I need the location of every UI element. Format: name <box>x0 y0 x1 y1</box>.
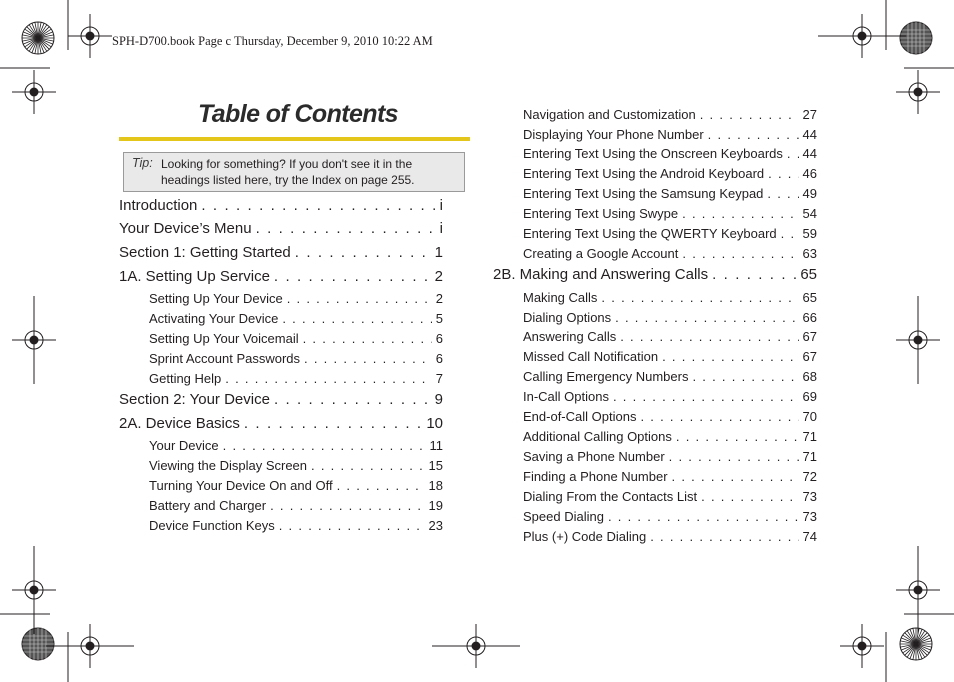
toc-entry[interactable] <box>523 409 817 424</box>
tip-text: Looking for something? If you don't see it in the headings listed here, try the Index on page 255. <box>161 157 415 187</box>
toc-entry[interactable] <box>523 429 817 444</box>
toc-entry-label: Setting Up Your Voicemail <box>149 331 299 346</box>
toc-entry-page: 65 <box>800 266 817 283</box>
toc-entry-2b[interactable] <box>493 266 817 283</box>
toc-entry[interactable] <box>523 206 817 221</box>
toc-entry-label: 2A. Device Basics <box>119 415 240 432</box>
toc-entry-device-menu[interactable] <box>119 220 443 237</box>
toc-entry-page: 70 <box>802 409 817 424</box>
toc-entry-page: 73 <box>802 509 817 524</box>
toc-entry-page: 27 <box>802 107 817 122</box>
toc-entry-introduction[interactable] <box>119 197 443 214</box>
toc-entry[interactable] <box>149 498 443 513</box>
toc-entry-page: 69 <box>802 389 817 404</box>
toc-entry-page: 71 <box>802 449 817 464</box>
toc-entry-page: 74 <box>802 529 817 544</box>
dot-leader <box>700 107 799 122</box>
toc-entry-page: 7 <box>435 371 443 386</box>
toc-entry-page: 5 <box>435 311 443 326</box>
toc-entry-label: Entering Text Using Swype <box>523 206 679 221</box>
toc-entry-label: Introduction <box>119 197 198 214</box>
toc-entry-label: Your Device’s Menu <box>119 220 252 237</box>
toc-entry[interactable] <box>523 186 817 201</box>
dot-leader <box>303 331 432 346</box>
dot-leader <box>701 489 798 504</box>
dot-leader <box>781 226 799 241</box>
toc-entry[interactable] <box>523 329 817 344</box>
toc-entry-label: Getting Help <box>149 371 222 386</box>
dot-leader <box>676 429 799 444</box>
toc-entry-page: 2 <box>435 291 443 306</box>
toc-entry[interactable] <box>149 438 443 453</box>
toc-entry[interactable] <box>523 146 817 161</box>
toc-entry[interactable] <box>523 469 817 484</box>
dot-leader <box>287 291 432 306</box>
toc-entry[interactable] <box>523 349 817 364</box>
dot-leader <box>295 244 431 261</box>
dot-leader <box>613 389 799 404</box>
toc-entry[interactable] <box>523 127 817 142</box>
dot-leader <box>662 349 798 364</box>
toc-entry-section-2[interactable] <box>119 391 443 408</box>
toc-entry-label: Sprint Account Passwords <box>149 351 301 366</box>
toc-entry[interactable] <box>149 331 443 346</box>
toc-entry-page: 67 <box>802 329 817 344</box>
dot-leader <box>672 469 799 484</box>
toc-entry-page: 44 <box>802 146 817 161</box>
toc-entry-page: 6 <box>435 331 443 346</box>
toc-entry-label: Viewing the Display Screen <box>149 458 308 473</box>
toc-entry-page: 2 <box>434 268 443 285</box>
toc-entry-label: 2B. Making and Answering Calls <box>493 266 709 283</box>
toc-entry[interactable] <box>523 310 817 325</box>
dot-leader <box>608 509 799 524</box>
toc-entry-page: 10 <box>426 415 443 432</box>
toc-entry-page: 71 <box>802 429 817 444</box>
toc-entry-page: 6 <box>435 351 443 366</box>
dot-leader <box>712 266 796 283</box>
toc-entry[interactable] <box>523 529 817 544</box>
toc-entry[interactable] <box>523 369 817 384</box>
dot-leader <box>787 146 799 161</box>
dot-leader <box>304 351 432 366</box>
toc-entry-page: 23 <box>428 518 443 533</box>
toc-entry[interactable] <box>523 509 817 524</box>
toc-entry[interactable] <box>523 290 817 305</box>
toc-entry-label: Calling Emergency Numbers <box>523 369 689 384</box>
toc-entry-label: Dialing Options <box>523 310 612 325</box>
toc-entry-page: 66 <box>802 310 817 325</box>
toc-entry-label: Speed Dialing <box>523 509 604 524</box>
toc-entry-label: 1A. Setting Up Service <box>119 268 270 285</box>
toc-entry-section-1[interactable] <box>119 244 443 261</box>
toc-entry-page: 11 <box>429 438 443 453</box>
toc-entry-label: Entering Text Using the QWERTY Keyboard <box>523 226 777 241</box>
toc-entry[interactable] <box>149 291 443 306</box>
dot-leader <box>669 449 799 464</box>
toc-entry-page: 68 <box>802 369 817 384</box>
book-page-info: SPH-D700.book Page c Thursday, December 9, 2010 10:22 AM <box>112 34 433 48</box>
toc-entry[interactable] <box>149 458 443 473</box>
toc-entry-label: Entering Text Using the Android Keyboard <box>523 166 765 181</box>
toc-entry-label: Battery and Charger <box>149 498 267 513</box>
page-title: Table of Contents <box>198 100 398 128</box>
toc-entry-page: i <box>439 220 443 237</box>
toc-entry[interactable] <box>149 351 443 366</box>
dot-leader <box>682 246 798 261</box>
tip-box <box>123 152 465 192</box>
toc-entry-label: Navigation and Customization <box>523 107 696 122</box>
toc-entry-label: Plus (+) Code Dialing <box>523 529 647 544</box>
toc-entry-label: Activating Your Device <box>149 311 279 326</box>
toc-entry-page: i <box>439 197 443 214</box>
dot-leader <box>274 268 431 285</box>
toc-entry-page: 65 <box>802 290 817 305</box>
toc-entry-page: 1 <box>434 244 443 261</box>
dot-leader <box>256 220 436 237</box>
toc-entry-label: Setting Up Your Device <box>149 291 283 306</box>
tip-label: Tip: <box>132 156 153 170</box>
toc-entry-page: 44 <box>802 127 817 142</box>
dot-leader <box>244 415 422 432</box>
toc-entry-label: Entering Text Using the Onscreen Keyboards <box>523 146 783 161</box>
toc-entry-page: 54 <box>802 206 817 221</box>
dot-leader <box>601 290 798 305</box>
dot-leader <box>620 329 798 344</box>
toc-entry-page: 19 <box>428 498 443 513</box>
dot-leader <box>279 518 425 533</box>
dot-leader <box>282 311 431 326</box>
toc-entry-page: 67 <box>802 349 817 364</box>
toc-entry-label: Creating a Google Account <box>523 246 679 261</box>
toc-entry-2a[interactable] <box>119 415 443 432</box>
toc-entry[interactable] <box>149 518 443 533</box>
toc-entry[interactable] <box>149 371 443 386</box>
toc-entry[interactable] <box>523 107 817 122</box>
toc-entry-label: Finding a Phone Number <box>523 469 668 484</box>
toc-entry-label: Making Calls <box>523 290 598 305</box>
toc-entry[interactable] <box>523 166 817 181</box>
dot-leader <box>225 371 432 386</box>
toc-entry-label: Saving a Phone Number <box>523 449 665 464</box>
dot-leader <box>270 498 424 513</box>
dot-leader <box>682 206 798 221</box>
toc-entry-label: Missed Call Notification <box>523 349 659 364</box>
toc-entry-page: 15 <box>428 458 443 473</box>
dot-leader <box>640 409 798 424</box>
dot-leader <box>337 478 425 493</box>
toc-entry-label: End-of-Call Options <box>523 409 637 424</box>
toc-entry-label: Dialing From the Contacts List <box>523 489 698 504</box>
toc-entry-1a[interactable] <box>119 268 443 285</box>
toc-entry-label: Displaying Your Phone Number <box>523 127 704 142</box>
toc-entry-label: Device Function Keys <box>149 518 275 533</box>
toc-entry-label: Additional Calling Options <box>523 429 672 444</box>
toc-entry-page: 73 <box>802 489 817 504</box>
dot-leader <box>768 166 798 181</box>
toc-entry-page: 9 <box>434 391 443 408</box>
toc-entry-label: In-Call Options <box>523 389 609 404</box>
toc-entry-label: Section 2: Your Device <box>119 391 270 408</box>
toc-entry-label: Turning Your Device On and Off <box>149 478 333 493</box>
toc-entry-label: Section 1: Getting Started <box>119 244 291 261</box>
dot-leader <box>708 127 799 142</box>
toc-entry-page: 18 <box>428 478 443 493</box>
dot-leader <box>615 310 798 325</box>
toc-entry[interactable] <box>523 489 817 504</box>
toc-entry-page: 49 <box>802 186 817 201</box>
dot-leader <box>650 529 798 544</box>
toc-entry-label: Entering Text Using the Samsung Keypad <box>523 186 764 201</box>
dot-leader <box>311 458 425 473</box>
dot-leader <box>274 391 431 408</box>
title-underline <box>119 137 470 141</box>
toc-entry[interactable] <box>523 449 817 464</box>
toc-entry[interactable] <box>149 311 443 326</box>
toc-entry-page: 46 <box>802 166 817 181</box>
dot-leader <box>767 186 798 201</box>
toc-entry-page: 72 <box>802 469 817 484</box>
toc-entry[interactable] <box>523 246 817 261</box>
toc-entry[interactable] <box>149 478 443 493</box>
toc-entry-page: 63 <box>802 246 817 261</box>
dot-leader <box>223 438 426 453</box>
toc-entry[interactable] <box>523 226 817 241</box>
toc-entry[interactable] <box>523 389 817 404</box>
dot-leader <box>692 369 798 384</box>
toc-entry-label: Your Device <box>149 438 219 453</box>
dot-leader <box>201 197 435 214</box>
toc-entry-label: Answering Calls <box>523 329 617 344</box>
toc-entry-page: 59 <box>802 226 817 241</box>
